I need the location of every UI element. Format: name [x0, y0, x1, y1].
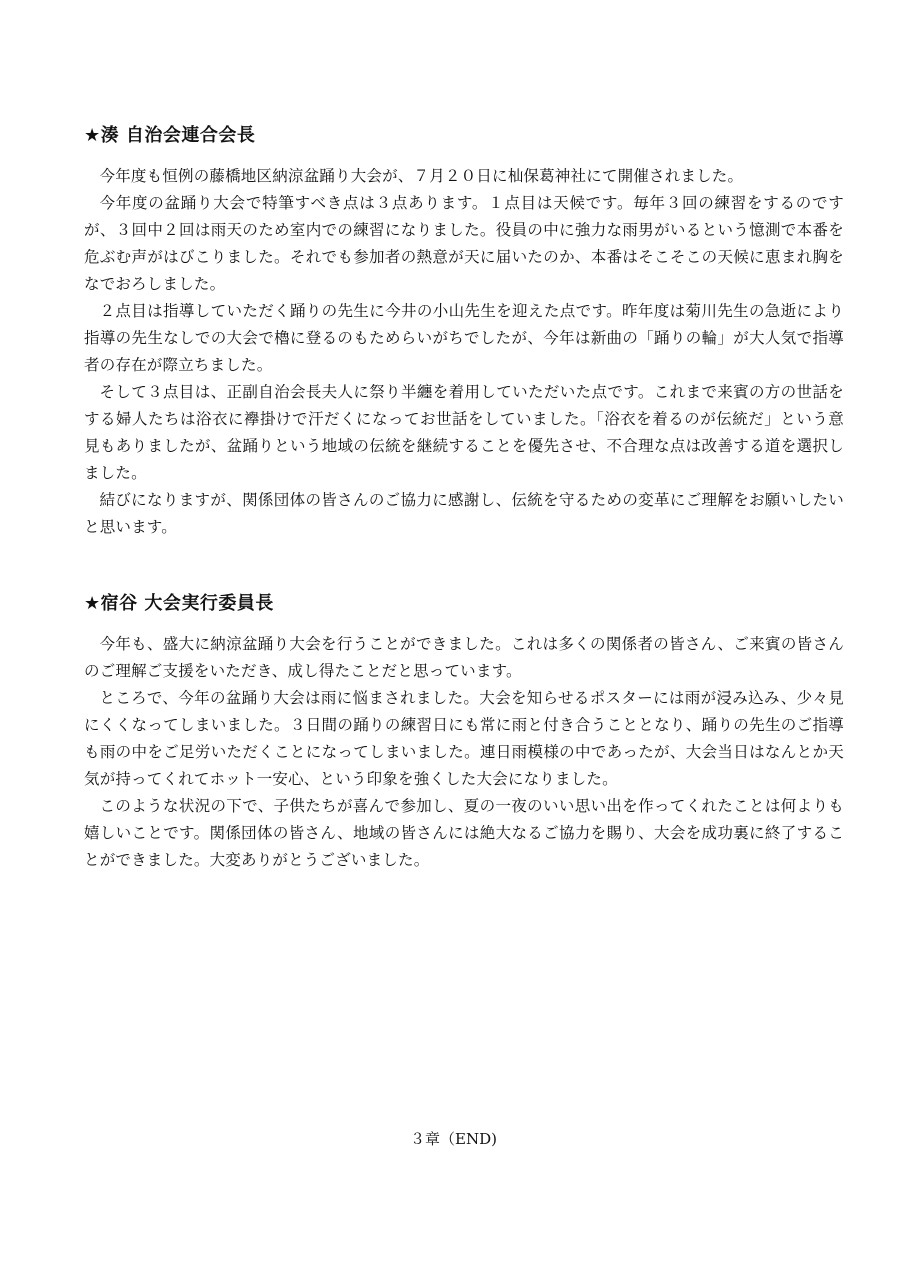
paragraph: ２点目は指導していただく踊りの先生に今井の小山先生を迎えた点です。昨年度は菊川先生の急逝により指導の先生なしでの大会で櫓に登るのもためらいがちでしたが、今年は新曲の「踊りの輪」が大人気で指導者の存在が際立ちました。	[84, 302, 844, 374]
paragraph: このような状況の下で、子供たちが喜んで参加し、夏の一夜のいい思い出を作ってくれたことは何よりも嬉しいことです。関係団体の皆さん、地域の皆さんには絶大なるご協力を賜り、大会を成功裏に終了することができました。大変ありがとうございました。	[84, 797, 844, 869]
paragraph: 結びになりますが、関係団体の皆さんのご協力に感謝し、伝統を守るための変革にご理解をお願いしたいと思います。	[84, 491, 844, 536]
section-heading: ★湊 自治会連合会長	[84, 125, 256, 146]
section-heading: ★宿谷 大会実行委員長	[84, 593, 274, 614]
paragraph: 今年度の盆踊り大会で特筆すべき点は３点あります。１点目は天候です。毎年３回の練習をするのですが、３回中２回は雨天のため室内での練習になりました。役員の中に強力な雨男がいるという憶測で本番を危ぶむ声がはびこりました。それでも参加者の熱意が天に届いたのか、本番はそこそこの天候に恵まれ胸をなでおろしました。	[84, 194, 844, 293]
message-section-minato	[84, 123, 844, 541]
paragraph: ところで、今年の盆踊り大会は雨に悩まされました。大会を知らせるポスターには雨が浸み込み、少々見にくくなってしまいました。３日間の踊りの練習日にも常に雨と付き合うこととなり、踊りの先生のご指導も雨の中をご足労いただくことになってしまいました。連日雨模様の中であったが、大会当日はなんとか天気が持ってくれてホット一安心、という印象を強くした大会になりました。	[84, 689, 844, 788]
paragraph: 今年度も恒例の藤橋地区納涼盆踊り大会が、７月２０日に杣保葛神社にて開催されました。	[99, 167, 744, 185]
message-section-shukuya	[84, 591, 844, 874]
paragraph: 今年も、盛大に納涼盆踊り大会を行うことができました。これは多くの関係者の皆さん、ご来賓の皆さんのご理解ご支援をいただき、成し得たことだと思っています。	[84, 635, 844, 680]
paragraph: そして３点目は、正副自治会長夫人に祭り半纏を着用していただいた点です。これまで来賓の方の世話をする婦人たちは浴衣に襷掛けで汗だくになってお世話をしていました。「浴衣を着るのが伝統だ」という意見もありましたが、盆踊りという地域の伝統を継続することを優先させ、不合理な点は改善する道を選択しました。	[84, 383, 844, 482]
chapter-end-label: ３章（END)	[410, 1130, 497, 1148]
